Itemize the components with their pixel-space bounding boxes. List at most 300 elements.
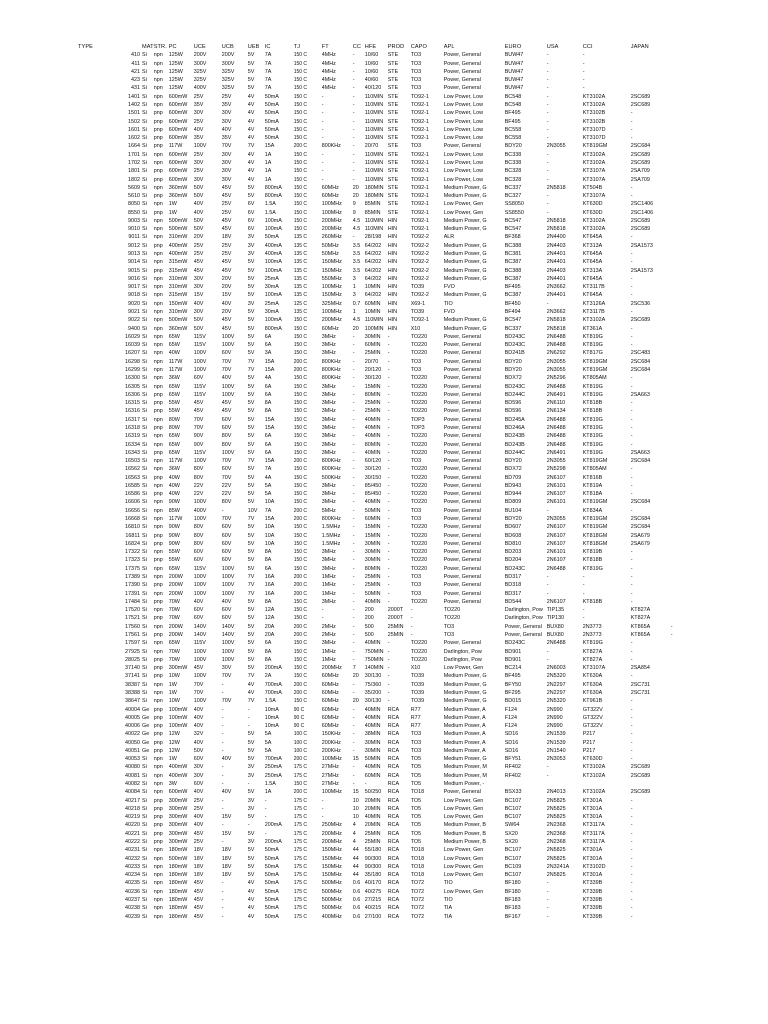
table-cell: npn <box>153 317 163 324</box>
table-cell: 5V <box>247 598 255 605</box>
table-cell: KT313A <box>582 242 603 249</box>
table-cell: 40237 <box>125 896 140 903</box>
table-cell: 6A <box>264 391 272 398</box>
table-cell: 1 <box>352 284 356 291</box>
table-cell: 4V <box>247 118 255 125</box>
table-cell: Power, General <box>443 77 481 84</box>
table-cell: 150 C <box>293 540 308 547</box>
table-cell: BC558 <box>504 126 522 133</box>
table-cell: 150 C <box>293 532 308 539</box>
table-cell: 70V <box>193 689 204 696</box>
table-cell: 3MHz <box>321 416 336 423</box>
table-cell: HIN <box>387 242 397 249</box>
table-row <box>78 590 673 598</box>
table-cell: npn <box>153 284 163 291</box>
table-cell: 1MHz <box>321 656 336 663</box>
table-cell: 16810 <box>125 524 140 531</box>
table-cell: 5609 <box>128 184 140 191</box>
table-cell: 20 <box>352 193 359 200</box>
table-cell <box>631 84 671 92</box>
table-cell: - <box>630 193 633 200</box>
table-cell: 5V <box>247 540 255 547</box>
table-cell: 180mW <box>168 847 188 854</box>
table-cell: Si <box>142 516 147 523</box>
table-cell: 55W <box>168 408 180 415</box>
table-cell: 6A <box>264 640 272 647</box>
table-cell: TO220 <box>410 499 428 506</box>
table-cell: Medium Power, G <box>443 226 487 233</box>
table-cell: Si <box>142 507 147 514</box>
table-cell: 40MIN <box>364 424 381 431</box>
table-cell: 90 C <box>293 714 305 721</box>
table-cell: pnp <box>153 839 163 845</box>
table-cell: 175 C <box>293 888 308 895</box>
table-cell: - <box>546 110 549 117</box>
table-cell: 7V <box>247 358 255 365</box>
table-cell: - <box>630 698 633 705</box>
table-cell: - <box>221 739 224 746</box>
table-cell: Power, General <box>443 640 481 647</box>
table-cell: 5V <box>247 309 255 315</box>
table-cell: - <box>352 383 355 390</box>
table-cell: 4.5 <box>352 217 361 224</box>
table-cell: TO3 <box>410 85 422 92</box>
table-cell: RCA <box>387 888 400 895</box>
table-cell: 2N6488 <box>546 333 566 340</box>
table-cell: 175 C <box>293 772 308 779</box>
table-cell: 2N5818 <box>546 325 566 332</box>
table-cell: - <box>352 739 355 746</box>
table-cell: Power, General <box>443 143 481 150</box>
table-cell: Si <box>142 441 147 448</box>
table-cell: 16668 <box>125 516 140 523</box>
table-cell: - <box>630 855 633 862</box>
table-cell: 40V <box>221 598 232 605</box>
table-cell: 200MHz <box>321 665 342 672</box>
table-cell: 50mA <box>264 234 279 241</box>
table-cell: - <box>321 135 324 142</box>
table-cell: - <box>630 284 633 291</box>
table-cell: Medium Power, - <box>443 781 485 788</box>
table-cell: pnp <box>153 673 163 680</box>
table-cell: Si <box>142 830 147 837</box>
table-cell: 40084 <box>125 789 140 796</box>
table-cell: - <box>387 358 390 365</box>
table-cell: STE <box>387 110 399 117</box>
table-cell: 100V <box>193 458 207 465</box>
table-cell: 7V <box>247 590 255 597</box>
table-cell: F124 <box>504 706 517 713</box>
table-cell: Si <box>142 607 147 614</box>
table-cell: 30MIN <box>364 333 381 340</box>
table-cell: 30mA <box>264 309 279 315</box>
table-cell: - <box>387 441 390 448</box>
table-cell: 2N3662 <box>546 309 566 315</box>
table-cell: 45V <box>221 317 232 324</box>
table-cell: - <box>630 375 633 382</box>
table-cell: RCA <box>387 913 400 920</box>
table-cell: 175 C <box>293 847 308 854</box>
table-row <box>78 283 673 291</box>
table-row <box>78 863 673 871</box>
table-cell: 80MIN <box>364 565 381 572</box>
column-header: JAPAN <box>630 44 649 50</box>
table-row <box>78 598 673 606</box>
table-cell: KT827A <box>582 656 603 663</box>
table-cell: - <box>582 77 585 84</box>
table-cell: 150 C <box>293 77 308 84</box>
table-cell: 2N5296 <box>546 375 566 382</box>
table-cell: KT819G <box>582 441 603 448</box>
table-cell: 8A <box>264 656 272 663</box>
table-cell: BUW47 <box>504 60 524 67</box>
table-cell: TO3 <box>410 77 422 84</box>
table-cell: npn <box>153 52 163 59</box>
table-cell: 40234 <box>125 872 140 879</box>
table-cell: 5V <box>247 284 255 291</box>
table-cell: BC547 <box>504 317 522 324</box>
table-cell: 50V <box>193 747 204 754</box>
table-cell: 4.5 <box>352 226 361 233</box>
table-cell: 6V <box>247 226 255 233</box>
table-cell: - <box>387 698 390 705</box>
table-cell: - <box>352 540 355 547</box>
table-row <box>78 308 673 316</box>
table-cell: 40235 <box>125 880 140 887</box>
table-row <box>78 532 673 540</box>
table-cell: 45V <box>221 267 232 274</box>
table-cell: KT645A <box>582 275 603 282</box>
table-cell: npn <box>153 913 163 920</box>
table-cell: - <box>387 507 390 514</box>
table-cell: 8A <box>264 400 272 407</box>
table-cell: 310mW <box>168 284 188 291</box>
table-cell: TO220 <box>410 433 428 440</box>
table-cell: 8A <box>264 648 272 655</box>
table-cell: 16656 <box>125 507 140 514</box>
table-cell: STE <box>387 52 399 59</box>
table-cell: STE <box>387 176 399 183</box>
table-cell: - <box>352 499 355 506</box>
table-cell: 150 C <box>293 60 308 67</box>
table-cell: 3MHz <box>321 557 336 564</box>
table-cell: npn <box>153 251 163 258</box>
table-cell: - <box>352 77 355 84</box>
table-row <box>78 606 673 614</box>
table-cell: Power, General <box>443 68 481 75</box>
table-cell: KT3107A <box>582 665 606 672</box>
table-cell: 12A <box>264 615 275 622</box>
table-cell: Si <box>142 375 147 382</box>
table-cell: BC107 <box>504 847 522 854</box>
table-cell: 4 <box>352 839 356 845</box>
table-cell: 3.5 <box>352 267 361 274</box>
table-cell: 411 <box>131 60 140 67</box>
table-cell: 40218 <box>125 805 140 812</box>
table-cell: BF183 <box>504 905 521 912</box>
table-cell: - <box>387 474 390 481</box>
table-cell: 2N3053 <box>546 756 566 763</box>
table-cell: 60V <box>193 549 204 556</box>
table-row <box>78 648 673 656</box>
table-cell: 45V <box>193 400 204 407</box>
table-cell: 9 <box>352 201 356 208</box>
table-row <box>78 325 673 333</box>
table-cell: 7 <box>352 665 356 672</box>
table-cell: 40MIN <box>364 764 381 771</box>
table-cell: Medium Power, A <box>443 706 486 713</box>
table-cell: TO92-1 <box>410 159 429 166</box>
table-cell: TO5 <box>410 830 422 837</box>
table-cell: 431 <box>131 85 140 92</box>
table-cell: 100MHz <box>321 309 342 315</box>
table-cell: 35/200 <box>364 689 382 696</box>
table-cell: 2N3055 <box>546 366 566 373</box>
table-cell: 30/130 <box>364 673 382 680</box>
table-row <box>78 730 673 738</box>
table-cell: 2N6292 <box>546 350 566 357</box>
table-cell: 60MIN <box>364 342 381 349</box>
transistor-table <box>78 43 673 921</box>
table-cell: KT3102A <box>582 93 606 100</box>
table-cell: 1664 <box>128 143 140 150</box>
table-cell: HIN <box>387 251 397 258</box>
table-cell: 5V <box>247 441 255 448</box>
table-cell: BD544 <box>504 598 522 605</box>
table-cell: BD241B <box>504 350 525 357</box>
table-cell: RCA <box>387 896 400 903</box>
table-cell: Power, General <box>443 499 481 506</box>
table-cell: npn <box>153 872 163 879</box>
table-cell: 2N4401 <box>546 275 566 282</box>
table-cell: 30V <box>193 159 204 166</box>
table-cell: 2MHz <box>321 623 336 630</box>
table-cell: pnp <box>153 143 163 150</box>
column-header: MAT <box>142 44 154 50</box>
table-cell: 50V <box>193 193 204 200</box>
table-cell: npn <box>153 524 163 531</box>
table-cell <box>671 614 673 622</box>
table-cell: 125W <box>168 85 183 92</box>
table-cell: KT3102D <box>582 863 606 870</box>
table-cell: BF180 <box>504 888 521 895</box>
table-cell: Power, General <box>443 424 481 431</box>
table-cell: Si <box>142 623 147 630</box>
table-cell: 5V <box>247 52 255 59</box>
table-cell: 5V <box>247 449 255 456</box>
table-cell: - <box>630 135 633 142</box>
table-cell: - <box>352 723 355 730</box>
table-cell: - <box>352 747 355 754</box>
table-cell: 1801 <box>128 168 140 175</box>
table-cell: STE <box>387 101 399 108</box>
table-cell: Medium Power, M <box>443 764 487 771</box>
table-cell: Low Power, Gen <box>443 847 484 854</box>
table-cell: 2N6107 <box>546 532 566 539</box>
table-cell: 40238 <box>125 905 140 912</box>
table-cell: - <box>387 681 390 688</box>
table-cell: 40/275 <box>364 888 382 895</box>
table-cell: 16503 <box>125 458 140 465</box>
table-cell: - <box>630 913 633 920</box>
table-cell: 16A <box>264 590 275 597</box>
table-cell: 2SA1573 <box>630 242 653 249</box>
table-cell: 3MHz <box>321 424 336 431</box>
table-cell: - <box>352 366 355 373</box>
table-cell: KT3102A <box>582 159 606 166</box>
table-cell: - <box>546 168 549 175</box>
table-cell: 50V <box>193 184 204 191</box>
table-cell: KT819GM <box>582 516 608 523</box>
table-cell: Si <box>142 251 147 258</box>
table-cell: - <box>221 805 224 812</box>
table-cell: 150 C <box>293 342 308 349</box>
table-cell: - <box>546 151 549 158</box>
table-cell: 40081 <box>125 772 140 779</box>
table-cell: 5V <box>247 565 255 572</box>
table-cell: TO72 <box>410 905 425 912</box>
table-cell: 2N2368 <box>546 822 566 829</box>
table-cell: Low Power, Low <box>443 151 483 158</box>
table-cell: RCA <box>387 747 400 754</box>
table-cell: 10/60 <box>364 68 379 75</box>
table-row <box>78 225 673 233</box>
table-cell: KT819GM <box>582 524 608 531</box>
table-row <box>78 614 673 622</box>
table-cell: Medium Power, G <box>443 193 487 200</box>
table-cell: TO220 <box>410 640 428 647</box>
table-row <box>78 904 673 912</box>
table-cell: BD243B <box>504 433 525 440</box>
table-cell: Si <box>142 565 147 572</box>
table-cell: 140V <box>221 623 235 630</box>
table-cell: 150 C <box>293 416 308 423</box>
table-cell: KT818B <box>582 598 603 605</box>
table-cell: KT865A <box>630 631 651 638</box>
table-cell: 150 C <box>293 424 308 431</box>
table-cell: 200 C <box>293 507 308 514</box>
table-cell: 64/202 <box>364 292 382 299</box>
table-cell: BFY50 <box>504 681 522 688</box>
table-cell: - <box>352 416 355 423</box>
table-cell: - <box>352 731 355 738</box>
table-cell: 140MIN <box>364 665 384 672</box>
table-cell: 200MHz <box>321 226 342 233</box>
table-cell: - <box>630 275 633 282</box>
table-row <box>78 60 673 68</box>
table-cell: 2SA663 <box>630 449 650 456</box>
table-cell: 7A <box>264 68 272 75</box>
table-cell: 1701 <box>128 151 140 158</box>
table-cell: 135 C <box>293 292 308 299</box>
table-cell: Power, General <box>443 60 481 67</box>
table-cell: 100V <box>193 366 207 373</box>
column-header: FT <box>321 44 329 50</box>
table-cell: TO220 <box>410 540 428 547</box>
table-cell: 8A <box>264 408 272 415</box>
table-cell: - <box>546 209 549 216</box>
table-cell: 5V <box>247 85 255 92</box>
table-cell: - <box>387 689 390 696</box>
table-cell: 7V <box>247 366 255 373</box>
table-cell: - <box>630 557 633 564</box>
table-cell: HIN <box>387 292 397 299</box>
table-cell: - <box>352 582 355 589</box>
table-cell: TO3 <box>443 623 455 630</box>
table-cell: 3MHz <box>321 391 336 398</box>
table-cell: 45V <box>193 830 204 837</box>
table-cell: 40W <box>168 491 180 498</box>
table-cell: 200KHz <box>321 747 341 754</box>
table-cell: 200 C <box>293 590 308 597</box>
table-cell: 5V <box>247 872 255 879</box>
table-cell: 10A <box>264 532 275 539</box>
table-cell: Low Power, Gen <box>443 872 484 879</box>
table-cell: KT301A <box>582 797 603 804</box>
table-cell: 40239 <box>125 913 140 920</box>
table-cell: 200 C <box>293 143 308 150</box>
column-header: IC <box>264 44 271 50</box>
table-cell: 90V <box>193 433 204 440</box>
table-cell <box>505 780 547 788</box>
table-cell: 45V <box>193 905 204 912</box>
table-cell: 28/198 <box>364 234 382 241</box>
table-cell: 1A <box>264 151 272 158</box>
table-cell: 2N5818 <box>546 226 566 233</box>
table-cell: npn <box>153 855 163 862</box>
table-cell: 10MIN <box>364 309 381 315</box>
table-cell: KT645A <box>582 251 603 258</box>
table-row <box>78 830 673 838</box>
table-cell: Si <box>142 482 147 489</box>
table-cell: 5V <box>247 342 255 349</box>
table-cell: - <box>352 391 355 398</box>
table-cell: Power, General <box>443 574 481 580</box>
table-cell: 1W <box>168 756 177 763</box>
table-cell: 1MHz <box>321 582 336 589</box>
table-cell: RCA <box>387 781 400 788</box>
table-cell: RCA <box>387 797 400 804</box>
table-cell: 9017 <box>128 284 140 291</box>
table-cell: 15MIN <box>364 532 381 539</box>
table-cell: 4V <box>247 681 255 688</box>
table-row <box>78 879 673 887</box>
table-cell: 9016 <box>128 275 140 282</box>
table-cell: Si <box>142 93 147 100</box>
table-cell: 150MHz <box>321 259 342 266</box>
table-cell: 2N5825 <box>546 847 566 854</box>
table-cell: 2N4401 <box>546 251 566 258</box>
table-cell: 45V <box>221 226 232 233</box>
table-row <box>78 349 673 357</box>
table-cell: - <box>352 491 355 498</box>
table-cell: pnp <box>153 656 163 663</box>
table-cell: 3V <box>247 251 255 258</box>
table-cell: - <box>546 300 549 307</box>
table-cell: 8A <box>264 598 272 605</box>
table-cell: 25mA <box>264 300 279 307</box>
table-cell: 2SA679 <box>630 532 650 539</box>
table-cell: 18V <box>221 855 232 862</box>
table-cell: Si <box>142 242 147 249</box>
table-cell: - <box>364 781 367 788</box>
table-cell: npn <box>153 375 163 382</box>
table-cell: 45V <box>221 325 232 332</box>
table-cell: 9012 <box>128 242 140 249</box>
table-cell: - <box>221 731 224 738</box>
table-cell <box>547 780 583 788</box>
table-cell: pnp <box>153 118 163 125</box>
